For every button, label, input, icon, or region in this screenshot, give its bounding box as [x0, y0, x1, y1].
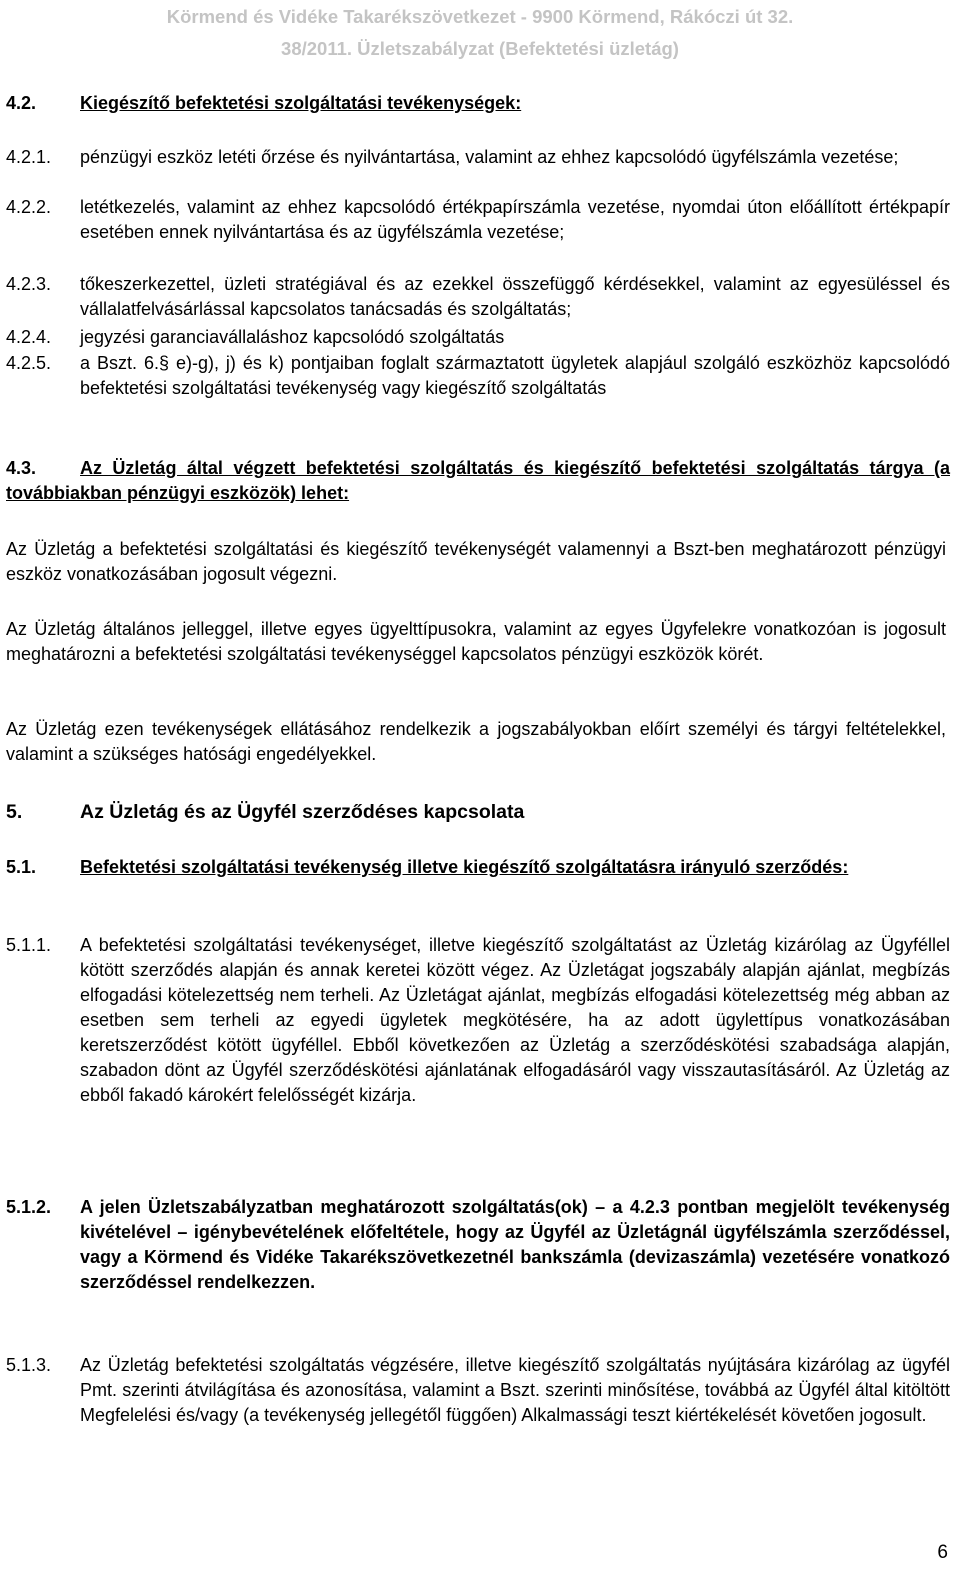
clause-number: 5.1.3.	[6, 1355, 52, 1375]
item-number: 4.2.5.	[6, 353, 52, 373]
section-number: 4.2.	[6, 93, 37, 113]
clause-number: 5.1.2.	[6, 1197, 52, 1217]
paragraph: Az Üzletág ezen tevékenységek ellátásához rendelkezik a jogszabályokban előírt személyi és tárgyi feltételekkel, valamint a szükséges hatósági engedélyekkel.	[6, 719, 946, 764]
clause-number: 5.1.1.	[6, 935, 52, 955]
section-number: 5.1.	[6, 857, 37, 877]
item-text: letétkezelés, valamint az ehhez kapcsolódó értékpapírszámla vezetése, nyomdai úton előállított értékpapír esetében ennek nyilvántartása és az ügyfélszámla vezetése;	[80, 197, 950, 242]
clause-text: A befektetési szolgáltatási tevékenységet, illetve kiegészítő szolgáltatást az Üzletág kizárólag az Ügyféllel kötött szerződés alapján és annak keretei között végez. Az Üzletágat jogszabály alapján ajánlat, megbízás elfogadási kötelezettség nem terheli. Az Üzletágat ajánlat, megbízás elfogadási kötelezettség még abban az esetben sem terheli az egyedi ügyletek megkötésére, ha az adott ügylettípus vonatkozásában keretszerződést kötött ügyféllel. Ebből következően az Üzletág a szerződéskötési szabadsága alapján, szabadon dönt az Ügyfél szerződéskötési ajánlatának elfogadásáról vagy visszautasításáról. Az Üzletág az ebből fakadó károkért felelősségét kizárja.	[80, 935, 950, 1105]
item-text: jegyzési garanciavállaláshoz kapcsolódó szolgáltatás	[80, 327, 505, 347]
item-number: 4.2.1.	[6, 147, 52, 167]
item-number: 4.2.2.	[6, 197, 52, 217]
section-number: 4.3.	[6, 456, 36, 481]
item-text: pénzügyi eszköz letéti őrzése és nyilvántartása, valamint az ehhez kapcsolódó ügyfélszámla vezetése;	[80, 147, 899, 167]
paragraph: Az Üzletág általános jelleggel, illetve egyes ügyelttípusokra, valamint az egyes Ügyfelekre vonatkozóan is jogosult meghatározni a befektetési szolgáltatási tevékenységgel kapcsolatos pénzügyi eszközök körét.	[6, 619, 946, 664]
section-title: Befektetési szolgáltatási tevékenység illetve kiegészítő szolgáltatásra irányuló szerződés:	[80, 857, 849, 877]
section-title: Kiegészítő befektetési szolgáltatási tevékenységek:	[80, 93, 522, 113]
clause-text: Az Üzletág befektetési szolgáltatás végzésére, illetve kiegészítő szolgáltatás nyújtására kizárólag az ügyfél Pmt. szerinti átvilágítása és azonosítása, valamint a Bszt. szerinti minősítése, továbbá az Ügyfél által kitöltött Megfelelési és/vagy (a tevékenység jellegétől függően) Alkalmassági teszt kiértékelését követően jogosult.	[80, 1355, 950, 1425]
item-number: 4.2.4.	[6, 327, 52, 347]
page-number: 6	[937, 1542, 948, 1563]
item-number: 4.2.3.	[6, 274, 52, 294]
paragraph: Az Üzletág a befektetési szolgáltatási és kiegészítő tevékenységét valamennyi a Bszt-ben meghatározott pénzügyi eszköz vonatkozásában jogosult végezni.	[6, 539, 946, 584]
header-company: Körmend és Vidéke Takarékszövetkezet - 9900 Körmend, Rákóczi út 32.	[166, 6, 794, 27]
section-number: 5.	[6, 801, 23, 823]
section-title: Az Üzletág által végzett befektetési szolgáltatás és kiegészítő befektetési szolgáltatás tárgya (a továbbiakban pénzügyi eszközök) lehet:	[6, 458, 950, 503]
clause-text: A jelen Üzletszabályzatban meghatározott szolgáltatás(ok) – a 4.2.3 pontban megjelölt tevékenység kivételével – igénybevételének előfeltétele, hogy az Ügyfél az Üzletágnál ügyfélszámla szerződéssel, vagy a Körmend és Vidéke Takarékszövetkezetnél bankszámla (devizaszámla) vezetésére vonatkozó szerződéssel rendelkezzen.	[80, 1197, 950, 1292]
item-text: a Bszt. 6.§ e)-g), j) és k) pontjaiban foglalt származtatott ügyletek alapjául szolgáló eszközhöz kapcsolódó befektetési szolgáltatási tevékenység vagy kiegészítő szolgáltatás	[80, 353, 950, 398]
header-document-title: 38/2011. Üzletszabályzat (Befektetési üzletág)	[281, 38, 679, 59]
item-text: tőkeszerkezettel, üzleti stratégiával és az ezekkel összefüggő kérdésekkel, valamint az egyesüléssel és vállalatfelvásárlással kapcsolatos tanácsadás és szolgáltatás;	[80, 274, 950, 319]
section-title: Az Üzletág és az Ügyfél szerződéses kapcsolata	[80, 801, 525, 823]
